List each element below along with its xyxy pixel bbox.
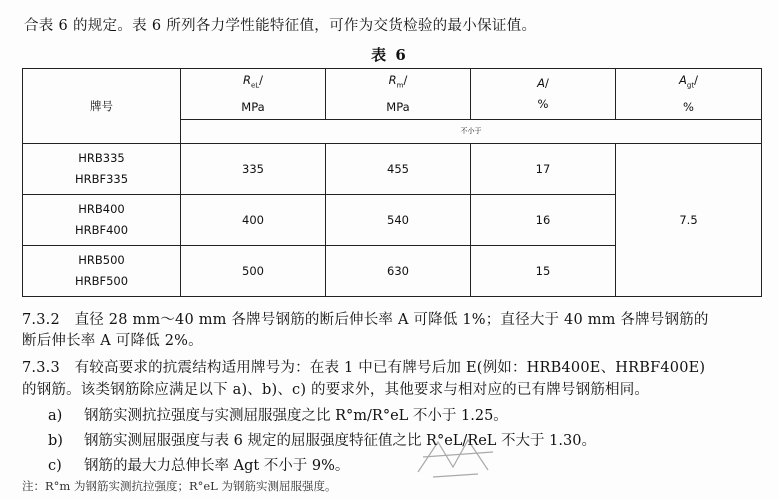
list-item: [48, 454, 349, 475]
section-7-3-3-line1: 7.3.3 有较高要求的抗震结构适用牌号为：在表 1 中已有牌号后加 E(例如：HRB400E、HRBF400E): [22, 360, 706, 376]
section-7-3-3-line2: 的钢筋。该类钢筋除应满足以下 a)、b)、c) 的要求外，其他要求与相对应的已有牌号钢筋相同。: [22, 382, 650, 398]
footnote: 注：R°m 为钢筋实测抗拉强度；R°eL 为钢筋实测屈服强度。: [22, 479, 337, 493]
item-label: b): [48, 433, 63, 449]
header-rm-symbol: R: [388, 73, 397, 88]
watermark-stamp: [408, 432, 503, 482]
rel-value: 400: [181, 195, 326, 246]
header-rm-slash: /: [403, 73, 408, 88]
header-a-symbol: A: [537, 76, 545, 90]
header-a-slash: /: [545, 76, 549, 90]
header-rel-symbol: R: [242, 73, 251, 88]
rel-value: 500: [181, 246, 326, 297]
grade-name: HRB335: [78, 151, 125, 165]
header-agt: [616, 69, 762, 120]
rm-value: 455: [326, 144, 471, 195]
list-item: [48, 404, 508, 425]
header-a-unit: %: [537, 97, 549, 111]
section-7-3-2-line2: 断后伸长率 A 可降低 2%。: [22, 333, 203, 349]
grade-name-alt: HRBF400: [74, 223, 129, 237]
header-agt-slash: /: [694, 73, 698, 88]
grade-cell: [23, 144, 181, 195]
list-item: [48, 429, 596, 450]
rm-value: 630: [326, 246, 471, 297]
item-label: a): [48, 408, 63, 424]
item-text: 钢筋的最大力总伸长率 Agt 不小于 9%。: [84, 458, 350, 474]
agt-value: 7.5: [616, 144, 762, 297]
grade-name: HRB400: [78, 202, 125, 216]
grade-name-alt: HRBF335: [74, 172, 129, 186]
item-text: 钢筋实测抗拉强度与实测屈服强度之比 R°m/R°eL 不小于 1.25。: [84, 408, 508, 424]
header-rel-slash: /: [259, 73, 264, 88]
intro-text: 合表 6 的规定。表 6 所列各力学性能特征值，可作为交货检验的最小保证值。: [24, 18, 537, 34]
grade-cell: [23, 195, 181, 246]
header-agt-symbol: A: [679, 73, 687, 88]
header-agt-sub: gt: [686, 81, 695, 90]
a-value: 15: [471, 246, 616, 297]
a-value: 16: [471, 195, 616, 246]
header-rm-sub: m: [396, 81, 404, 90]
grade-cell: [23, 246, 181, 297]
table-row: [23, 144, 762, 195]
header-rel-sub: eL: [250, 81, 260, 90]
header-rm-unit: MPa: [386, 99, 410, 114]
table-header-row: [23, 69, 762, 120]
header-rel-unit: MPa: [241, 99, 265, 114]
grade-name: HRB500: [78, 253, 125, 267]
rm-value: 540: [326, 195, 471, 246]
header-rel: [181, 69, 326, 120]
a-value: 17: [471, 144, 616, 195]
rel-value: 335: [181, 144, 326, 195]
header-rm: [326, 69, 471, 120]
item-label: c): [48, 458, 62, 474]
header-grade: 牌号: [23, 69, 181, 144]
subheader-not-less-than: 不小于: [181, 120, 762, 144]
item-text: 钢筋实测屈服强度与表 6 规定的屈服强度特征值之比 R°eL/ReL 不大于 1.30。: [84, 433, 596, 449]
header-agt-unit: %: [683, 99, 694, 114]
section-7-3-2-line1: 7.3.2 直径 28 mm～40 mm 各牌号钢筋的断后伸长率 A 可降低 1%；直径大于 40 mm 各牌号钢筋的: [22, 312, 709, 328]
mechanical-properties-table: [22, 68, 762, 297]
table-caption: 表 6: [371, 46, 408, 64]
header-a: [471, 69, 616, 120]
grade-name-alt: HRBF500: [74, 274, 129, 288]
